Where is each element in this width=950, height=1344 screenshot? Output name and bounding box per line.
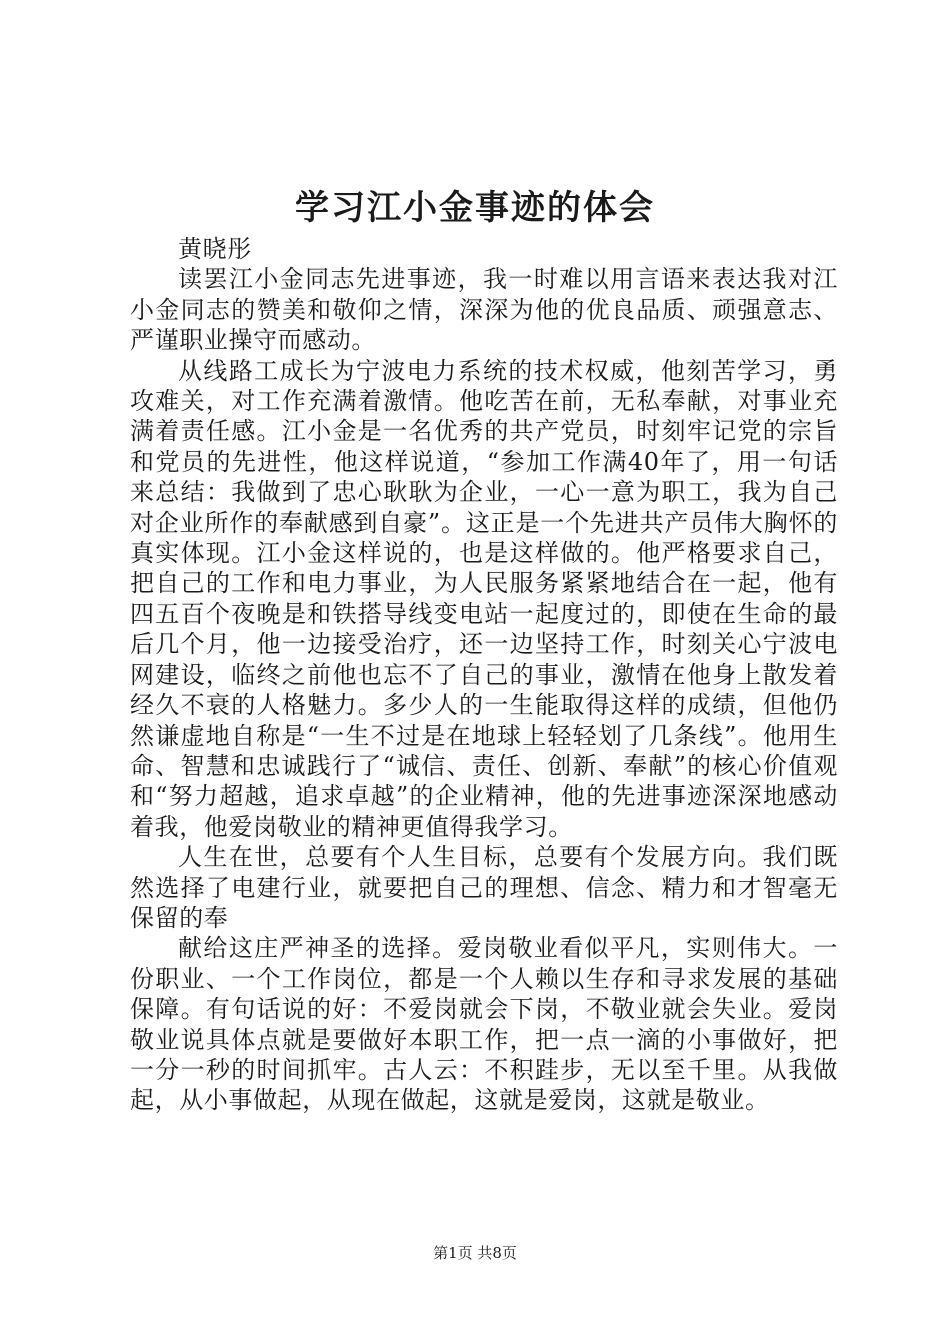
page-footer: 第1页 共8页 [433, 1244, 517, 1262]
paragraph-3: 人生在世，总要有个人生目标，总要有个发展方向。我们既然选择了电建行业，就要把自己的理想、信念、精力和才智毫无保留的奉 [130, 843, 838, 932]
document-title: 学习江小金事迹的体会 [295, 188, 655, 228]
paragraph-2: 从线路工成长为宁波电力系统的技术权威，他刻苦学习，勇攻难关，对工作充满着激情。他吃苦在前，无私奉献，对事业充满着责任感。江小金是一名优秀的共产党员，时刻牢记党的宗旨和党员的先进性，他这样说道，“参加工作满40年了，用一句话来总结：我做到了忠心耿耿为企业，一心一意为职工，我为自己对企业所作的奉献感到自豪”。这正是一个先进共产员伟大胸怀的真实体现。江小金这样说的，也是这样做的。他严格要求自己，把自己的工作和电力事业，为人民服务紧紧地结合在一起，他有四五百个夜晚是和铁搭导线变电站一起度过的，即使在生命的最后几个月，他一边接受治疗，还一边坚持工作，时刻关心宁波电网建设，临终之前他也忘不了自己的事业，激情在他身上散发着经久不衰的人格魅力。多少人的一生能取得这样的成绩，但他仍然谦虚地自称是“一生不过是在地球上轻轻划了几条线”。他用生命、智慧和忠诚践行了“诚信、责任、创新、奉献”的核心价值观和“努力超越，追求卓越”的企业精神，他的先进事迹深深地感动着我，他爱岗敬业的精神更值得我学习。 [130, 356, 838, 841]
paragraph-4: 献给这庄严神圣的选择。爱岗敬业看似平凡，实则伟大。一份职业、一个工作岗位，都是一个人赖以生存和寻求发展的基础保障。有句话说的好：不爱岗就会下岗，不敬业就会失业。爱岗敬业说具体点就是要做好本职工作，把一点一滴的小事做好，把一分一秒的时间抓牢。古人云：不积跬步，无以至千里。从我做起，从小事做起，从现在做起，这就是爱岗，这就是敬业。 [130, 934, 838, 1115]
paragraph-1: 读罢江小金同志先进事迹，我一时难以用言语来表达我对江小金同志的赞美和敬仰之情，深深为他的优良品质、顽强意志、严谨职业操守而感动。 [130, 265, 838, 355]
document-body [130, 234, 838, 1116]
author-line: 黄晓彤 [178, 235, 252, 263]
